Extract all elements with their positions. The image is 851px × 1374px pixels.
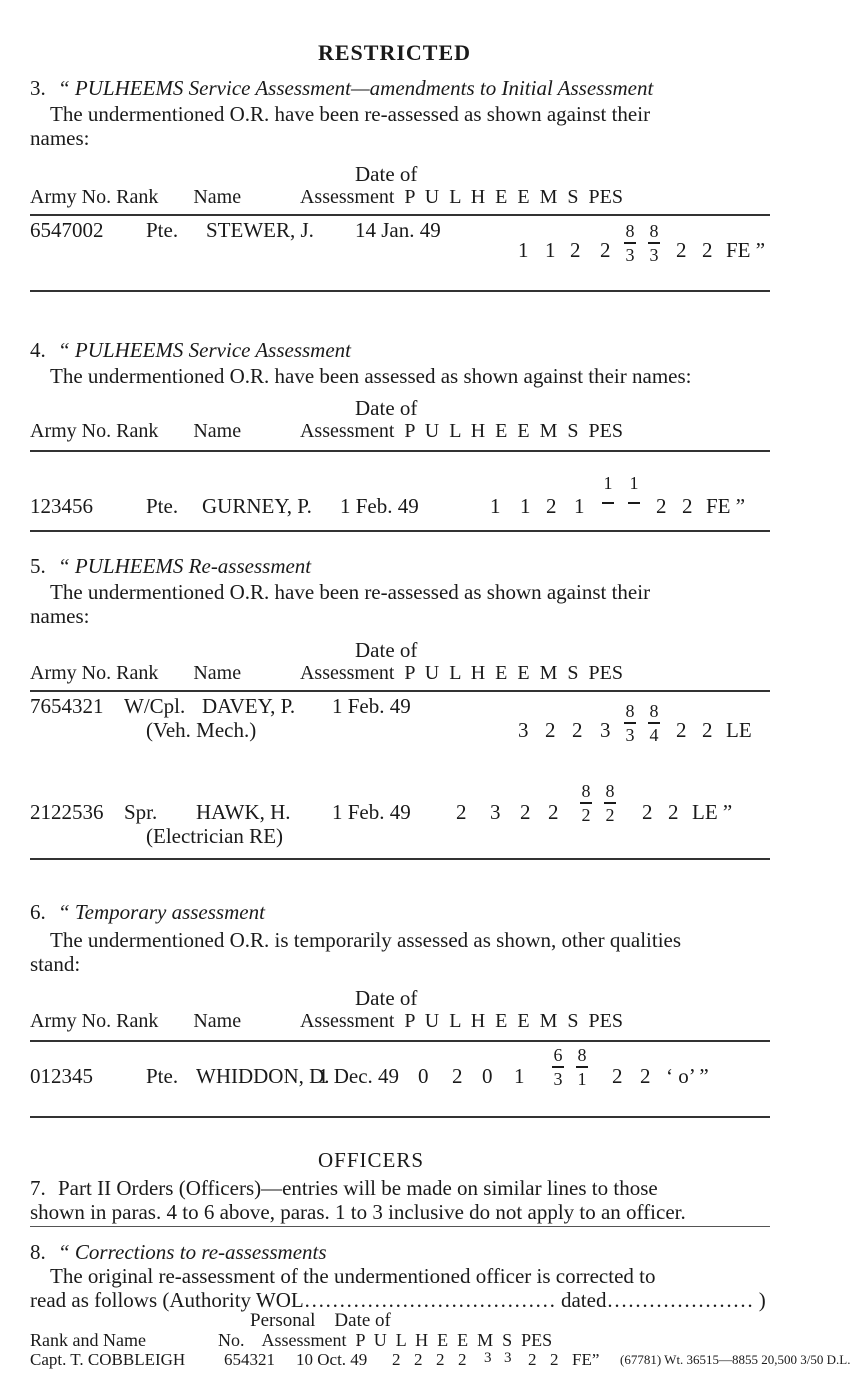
e1-fraction: [602, 474, 614, 506]
section-3-heading: “ PULHEEMS Service Assessment—amendments to Initial Assessment: [58, 76, 654, 100]
s-value: 2: [682, 494, 693, 518]
s-value: 2: [668, 800, 679, 824]
officers-heading: OFFICERS: [318, 1148, 425, 1172]
u-value: 1: [545, 238, 556, 262]
e1-fraction: [552, 1046, 564, 1088]
section-8-intro-cont: read as follows (Authority WOL……………………………… dated………………… ): [30, 1288, 766, 1312]
e2-bottom: 1: [577, 1069, 587, 1089]
date-of-label: Date of: [355, 162, 418, 186]
m-value: 2: [676, 238, 687, 262]
header-rule: [30, 1040, 770, 1042]
rank: Pte.: [146, 494, 179, 518]
header-rule: [30, 450, 770, 452]
e1-top: 8: [625, 701, 635, 721]
army-number: 012345: [30, 1064, 93, 1088]
column-header: Army No. Rank Name Assessment P U L H E E M S PES: [30, 420, 623, 442]
e2-fraction: [576, 1046, 588, 1088]
rank: W/Cpl.: [124, 694, 186, 718]
h-value: 2: [458, 1350, 467, 1369]
e1-fraction: [624, 702, 636, 744]
m-value: 2: [612, 1064, 623, 1088]
pes-value: LE ”: [692, 800, 733, 824]
l-value: 2: [436, 1350, 445, 1369]
trade: (Electrician RE): [146, 824, 284, 848]
e1-fraction: [624, 222, 636, 264]
assessment-date: 14 Jan. 49: [355, 218, 441, 242]
e2-top: 8: [577, 1045, 587, 1065]
e1-top: 8: [581, 781, 591, 801]
p-value: 1: [518, 238, 529, 262]
s-value: 2: [702, 718, 713, 742]
name: WHIDDON, D.: [196, 1064, 330, 1088]
rank: Pte.: [146, 1064, 179, 1088]
para-7-number: 7.: [30, 1176, 46, 1200]
u-value: 1: [520, 494, 531, 518]
trade: (Veh. Mech.): [146, 718, 257, 742]
header-rule: [30, 214, 770, 216]
section-rule: [30, 1116, 770, 1118]
date-of-label: Date of: [355, 396, 418, 420]
e2-top: 8: [649, 221, 659, 241]
name: HAWK, H.: [196, 800, 291, 824]
section-5-number: 5.: [30, 554, 46, 578]
e1-bottom: 3: [553, 1069, 563, 1089]
pes-value: FE ”: [706, 494, 746, 518]
h-value: 1: [574, 494, 585, 518]
e2-bottom: 3: [649, 245, 659, 265]
page-title: RESTRICTED: [318, 40, 472, 65]
e2-bottom: 4: [649, 725, 659, 745]
e2-bottom: 2: [605, 805, 615, 825]
column-header: Army No. Rank Name Assessment P U L H E E M S PES: [30, 1010, 623, 1032]
army-number: 2122536: [30, 800, 104, 824]
e2-top: 1: [629, 473, 639, 493]
p-value: 1: [490, 494, 501, 518]
name: GURNEY, P.: [202, 494, 312, 518]
section-6-intro-cont: stand:: [30, 952, 81, 976]
l-value: 2: [520, 800, 531, 824]
column-header-top: Personal Date of: [250, 1310, 391, 1331]
date-of-label: Date of: [355, 638, 418, 662]
l-value: 0: [482, 1064, 493, 1088]
h-value: 1: [514, 1064, 525, 1088]
section-rule: [30, 290, 770, 292]
pes-value: LE: [726, 718, 752, 742]
s-value: 2: [640, 1064, 651, 1088]
section-6-intro: The undermentioned O.R. is temporarily assessed as shown, other qualities: [50, 928, 682, 952]
e1-top: 6: [553, 1045, 563, 1065]
assessment-date: 1 Dec. 49: [318, 1064, 400, 1088]
section-4-intro: The undermentioned O.R. have been assessed as shown against their names:: [50, 364, 692, 388]
u-value: 2: [452, 1064, 463, 1088]
name: STEWER, J.: [206, 218, 314, 242]
pes-value: ‘ o’ ”: [666, 1064, 709, 1088]
h-value: 2: [548, 800, 559, 824]
m-value: 2: [676, 718, 687, 742]
p-value: 3: [518, 718, 529, 742]
column-header: Army No. Rank Name Assessment P U L H E E M S PES: [30, 186, 623, 208]
rank: Spr.: [124, 800, 158, 824]
assessment-date: 1 Feb. 49: [332, 800, 411, 824]
m-value: 2: [656, 494, 667, 518]
e2-top: 8: [649, 701, 659, 721]
pes-value: FE ”: [726, 238, 766, 262]
section-8-number: 8.: [30, 1240, 46, 1264]
h-value: 2: [600, 238, 611, 262]
e1-bottom: 3: [625, 725, 635, 745]
e2-fraction: [604, 782, 616, 824]
name: DAVEY, P.: [202, 694, 296, 718]
header-rule: [30, 690, 770, 692]
u-value: 2: [414, 1350, 423, 1369]
section-4-number: 4.: [30, 338, 46, 362]
e1-fraction: 3: [484, 1350, 492, 1366]
u-value: 2: [545, 718, 556, 742]
l-value: 2: [570, 238, 581, 262]
s-value: 2: [550, 1350, 559, 1369]
footer-imprint: (67781) Wt. 36515—8855 20,500 3/50 D.L.: [620, 1352, 851, 1367]
e1-top: 8: [625, 221, 635, 241]
section-rule: [30, 1226, 770, 1227]
p-value: 0: [418, 1064, 429, 1088]
u-value: 3: [490, 800, 501, 824]
section-3-number: 3.: [30, 76, 46, 100]
para-7-text: Part II Orders (Officers)—entries will be made on similar lines to those: [58, 1176, 658, 1200]
e2-fraction: 3: [504, 1350, 512, 1366]
e1-fraction: [580, 782, 592, 824]
section-6-number: 6.: [30, 900, 46, 924]
section-3-intro: The undermentioned O.R. have been re-assessed as shown against their: [50, 102, 651, 126]
section-6-heading: “ Temporary assessment: [58, 900, 265, 924]
e1-bottom: 3: [625, 245, 635, 265]
date-of-label: Date of: [355, 986, 418, 1010]
personal-number: 654321: [224, 1350, 275, 1369]
section-rule: [30, 858, 770, 860]
section-4-heading: “ PULHEEMS Service Assessment: [58, 338, 351, 362]
e2-fraction: [628, 474, 640, 506]
e1-bottom: 2: [581, 805, 591, 825]
assessment-date: 1 Feb. 49: [340, 494, 419, 518]
section-5-heading: “ PULHEEMS Re-assessment: [58, 554, 312, 578]
army-number: 6547002: [30, 218, 104, 242]
e2-top: 8: [605, 781, 615, 801]
section-3-intro-cont: names:: [30, 126, 90, 150]
rank-and-name: Capt. T. COBBLEIGH: [30, 1350, 186, 1369]
p-value: 2: [456, 800, 467, 824]
section-8-intro: The original re-assessment of the undermentioned officer is corrected to: [50, 1264, 656, 1288]
section-rule: [30, 530, 770, 532]
rank: Pte.: [146, 218, 179, 242]
e2-fraction: [648, 702, 660, 744]
pes-value: FE”: [572, 1350, 600, 1369]
column-header: Rank and Name No. Assessment P U L H E E M S PES: [30, 1330, 553, 1350]
s-value: 2: [702, 238, 713, 262]
army-number: 7654321: [30, 694, 104, 718]
l-value: 2: [546, 494, 557, 518]
e1-top: 1: [603, 473, 613, 493]
section-5-intro: The undermentioned O.R. have been re-assessed as shown against their: [50, 580, 651, 604]
m-value: 2: [642, 800, 653, 824]
p-value: 2: [392, 1350, 401, 1369]
m-value: 2: [528, 1350, 537, 1369]
e2-fraction: [648, 222, 660, 264]
assessment-date: 1 Feb. 49: [332, 694, 411, 718]
h-value: 3: [600, 718, 611, 742]
column-header: Army No. Rank Name Assessment P U L H E E M S PES: [30, 662, 623, 684]
para-7-text-cont: shown in paras. 4 to 6 above, paras. 1 to 3 inclusive do not apply to an officer.: [30, 1200, 686, 1224]
l-value: 2: [572, 718, 583, 742]
section-5-intro-cont: names:: [30, 604, 90, 628]
assessment-date: 10 Oct. 49: [296, 1350, 368, 1369]
section-8-heading: “ Corrections to re-assessments: [58, 1240, 327, 1264]
army-number: 123456: [30, 494, 93, 518]
